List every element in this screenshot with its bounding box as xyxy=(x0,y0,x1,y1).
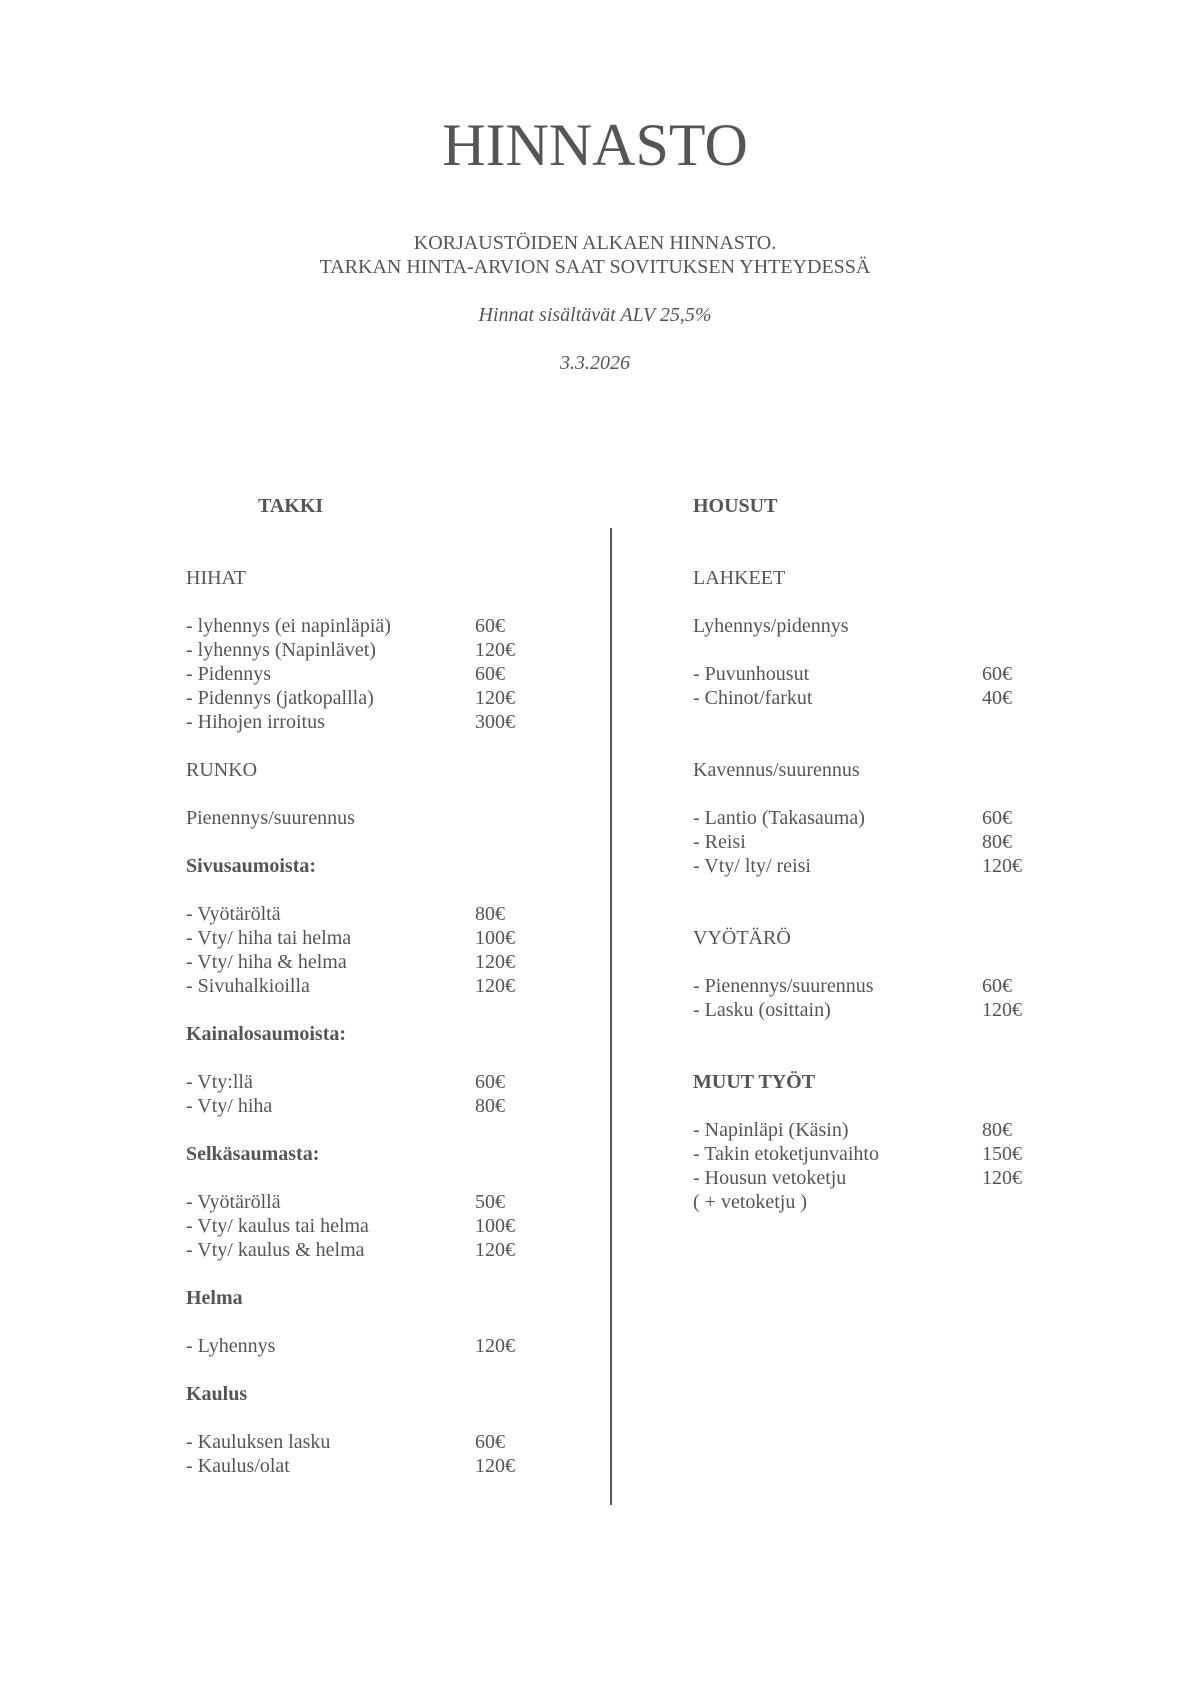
list-item-label: - Pienennys/suurennus xyxy=(693,975,874,997)
list-item-price: 80€ xyxy=(982,1119,1012,1141)
list-item-label: - Vty/ hiha xyxy=(186,1095,273,1117)
kavennus-subheading: Kavennus/suurennus xyxy=(693,759,860,781)
list-item-price: 120€ xyxy=(475,1239,515,1261)
list-item-label: - lyhennys (ei napinläpiä) xyxy=(186,615,391,637)
list-item-price: 120€ xyxy=(475,975,515,997)
list-item-price: 60€ xyxy=(982,807,1012,829)
list-item-label: - Kaulus/olat xyxy=(186,1455,290,1477)
runko-heading: RUNKO xyxy=(186,759,258,781)
housut-heading: HOUSUT xyxy=(693,495,778,517)
sivusaumoista-heading: Sivusaumoista: xyxy=(186,855,317,877)
list-item-price: 60€ xyxy=(475,1431,505,1453)
vat-note: Hinnat sisältävät ALV 25,5% xyxy=(478,304,712,326)
hihat-heading: HIHAT xyxy=(186,567,246,589)
list-item-price: 120€ xyxy=(475,639,515,661)
list-item-price: 150€ xyxy=(982,1143,1022,1165)
list-item-label: - Hihojen irroitus xyxy=(186,711,325,733)
list-item-price: 60€ xyxy=(475,1071,505,1093)
list-item-label: - Puvunhousut xyxy=(693,663,810,685)
list-item-price: 60€ xyxy=(475,615,505,637)
page-title: HINNASTO xyxy=(442,112,748,178)
list-item-label: - Pidennys (jatkopallla) xyxy=(186,687,374,709)
list-item-label: - Vty/ kaulus tai helma xyxy=(186,1215,369,1237)
list-item-label: - Vty:llä xyxy=(186,1071,253,1093)
list-item-label: - Pidennys xyxy=(186,663,271,685)
list-item-price: 100€ xyxy=(475,927,515,949)
list-item-price: 60€ xyxy=(982,663,1012,685)
list-item-price: 120€ xyxy=(475,687,515,709)
list-item-price: 120€ xyxy=(982,1167,1022,1189)
list-item-price: 60€ xyxy=(982,975,1012,997)
subtitle-line-1: KORJAUSTÖIDEN ALKAEN HINNASTO. xyxy=(413,232,777,254)
list-item-price: 120€ xyxy=(982,999,1022,1021)
list-item-label: - Sivuhalkioilla xyxy=(186,975,310,997)
selkasaumasta-heading: Selkäsaumasta: xyxy=(186,1143,320,1165)
list-item-label: - lyhennys (Napinlävet) xyxy=(186,639,376,661)
muut-tyot-heading: MUUT TYÖT xyxy=(693,1071,816,1093)
list-item-price: 80€ xyxy=(475,903,505,925)
runko-subheading: Pienennys/suurennus xyxy=(186,807,355,829)
kainalosaumoista-heading: Kainalosaumoista: xyxy=(186,1023,347,1045)
list-item-label: - Lantio (Takasauma) xyxy=(693,807,865,829)
column-divider xyxy=(610,528,612,1505)
list-item-price: 40€ xyxy=(982,687,1012,709)
list-item-price: 100€ xyxy=(475,1215,515,1237)
subtitle-line-2: TARKAN HINTA-ARVION SAAT SOVITUKSEN YHTEYDESSÄ xyxy=(319,256,871,278)
list-item-price: 80€ xyxy=(982,831,1012,853)
list-item-label: - Vty/ hiha & helma xyxy=(186,951,347,973)
list-item-label: - Vyötäröltä xyxy=(186,903,281,925)
list-item-price: 50€ xyxy=(475,1191,505,1213)
list-item-price: 60€ xyxy=(475,663,505,685)
list-item-price: 80€ xyxy=(475,1095,505,1117)
list-item-label: - Kauluksen lasku xyxy=(186,1431,331,1453)
list-item-price: 120€ xyxy=(475,1455,515,1477)
list-item-label: - Lyhennys xyxy=(186,1335,276,1357)
kaulus-heading: Kaulus xyxy=(186,1383,248,1405)
list-item-label: - Housun vetoketju xyxy=(693,1167,847,1189)
list-item-price: 120€ xyxy=(982,855,1022,877)
list-item-label: - Vty/ kaulus & helma xyxy=(186,1239,365,1261)
list-item-label: - Reisi xyxy=(693,831,746,853)
takki-heading: TAKKI xyxy=(258,495,324,517)
list-item-label: - Vty/ hiha tai helma xyxy=(186,927,352,949)
list-item-label: - Vty/ lty/ reisi xyxy=(693,855,811,877)
list-item-price: 120€ xyxy=(475,1335,515,1357)
helma-heading: Helma xyxy=(186,1287,243,1309)
list-item-price: 300€ xyxy=(475,711,515,733)
list-item-price: 120€ xyxy=(475,951,515,973)
list-item-label: - Takin etoketjunvaihto xyxy=(693,1143,879,1165)
vetoketju-note: ( + vetoketju ) xyxy=(693,1191,808,1213)
vyotaro-heading: VYÖTÄRÖ xyxy=(693,927,791,949)
list-item-label: - Lasku (osittain) xyxy=(693,999,831,1021)
list-item-label: - Napinläpi (Käsin) xyxy=(693,1119,849,1141)
lyhennys-subheading: Lyhennys/pidennys xyxy=(693,615,849,637)
lahkeet-heading: LAHKEET xyxy=(693,567,786,589)
list-item-label: - Chinot/farkut xyxy=(693,687,813,709)
date: 3.3.2026 xyxy=(560,352,630,374)
list-item-label: - Vyötäröllä xyxy=(186,1191,281,1213)
